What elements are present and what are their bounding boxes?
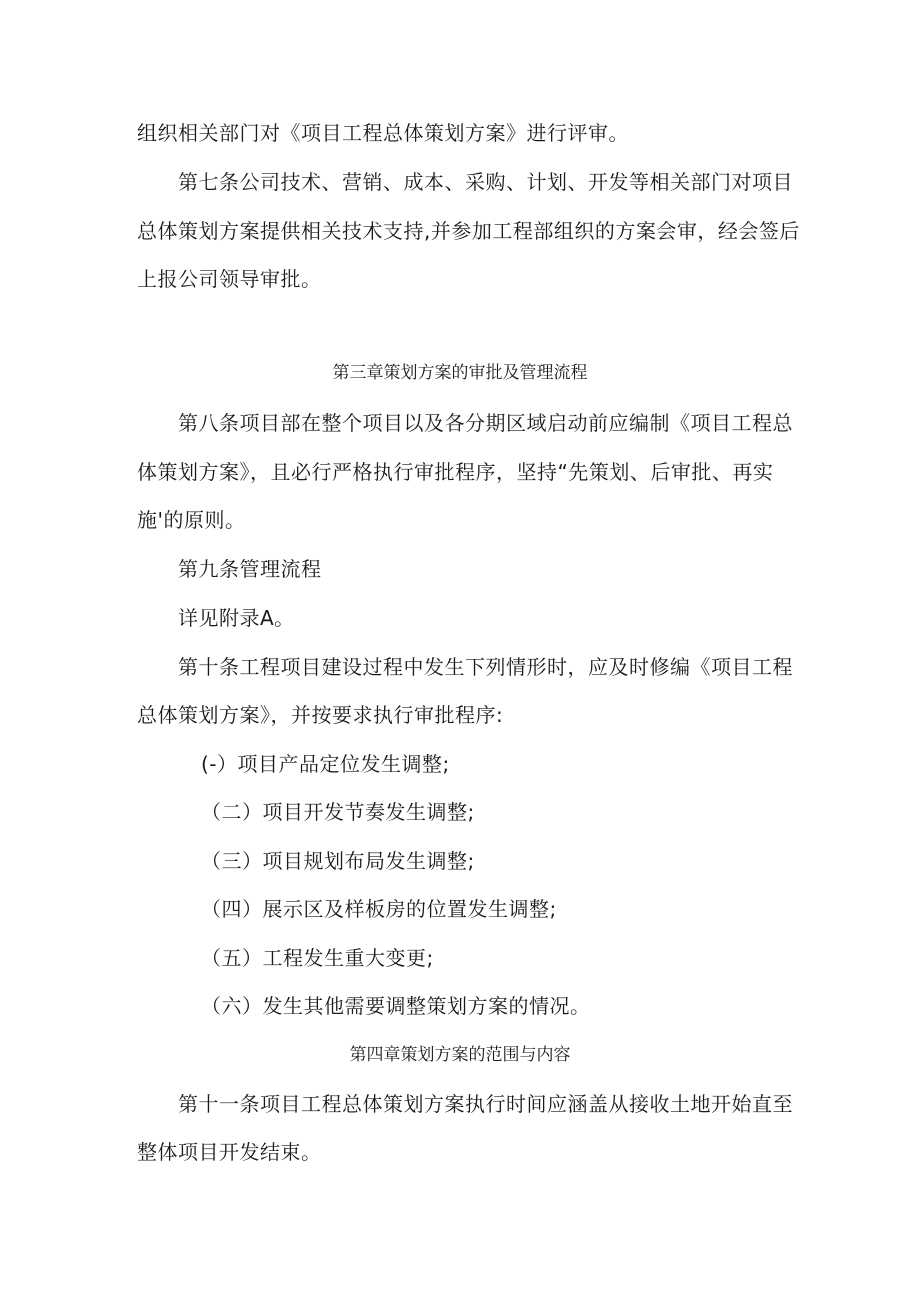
article9-title: 第九条管理流程	[178, 557, 322, 581]
chapter4-title: 第四章策划方案的范围与内容	[349, 1045, 571, 1065]
article10-line2: 总体策划方案》，并按要求执行审批程序:	[137, 703, 504, 727]
article11-line2: 整体项目开发结束。	[137, 1140, 322, 1164]
article10-item-1: (-）项目产品定位发生调整;	[201, 752, 450, 776]
article8-line2: 体策划方案》，且必行严格执行审批程序，坚持“先策划、后审批、再实	[137, 460, 774, 484]
article10-item-3: （三）项目规划布局发生调整;	[201, 849, 475, 873]
article7-line1: 第七条公司技术、营销、成本、采购、计划、开发等相关部门对项目	[178, 170, 793, 194]
article10-item-5: （五）工程发生重大变更;	[201, 946, 434, 970]
article10-item-6: （六）发生其他需要调整策划方案的情况。	[201, 994, 591, 1018]
article10-item-4: （四）展示区及样板房的位置发生调整;	[201, 897, 557, 921]
article8-line3: 施'的原则。	[137, 508, 246, 532]
article11-line1: 第十一条项目工程总体策划方案执行时间应涵盖从接收土地开始直至	[178, 1092, 793, 1116]
article7-line2: 总体策划方案提供相关技术支持,并参加工程部组织的方案会审，经会签后	[137, 219, 800, 243]
article8-line1: 第八条项目部在整个项目以及各分期区域启动前应编制《项目工程总	[178, 411, 793, 435]
article7-line3: 上报公司领导审批。	[137, 267, 322, 291]
article10-item-2: （二）项目开发节奏发生调整;	[201, 800, 475, 824]
intro-line: 组织相关部门对《项目工程总体策划方案》进行评审。	[137, 121, 629, 145]
chapter3-title: 第三章策划方案的审批及管理流程	[332, 363, 588, 383]
article9-detail: 详见附录A。	[178, 606, 295, 630]
article10-line1: 第十条工程项目建设过程中发生下列情形时，应及时修编《项目工程	[178, 655, 793, 679]
